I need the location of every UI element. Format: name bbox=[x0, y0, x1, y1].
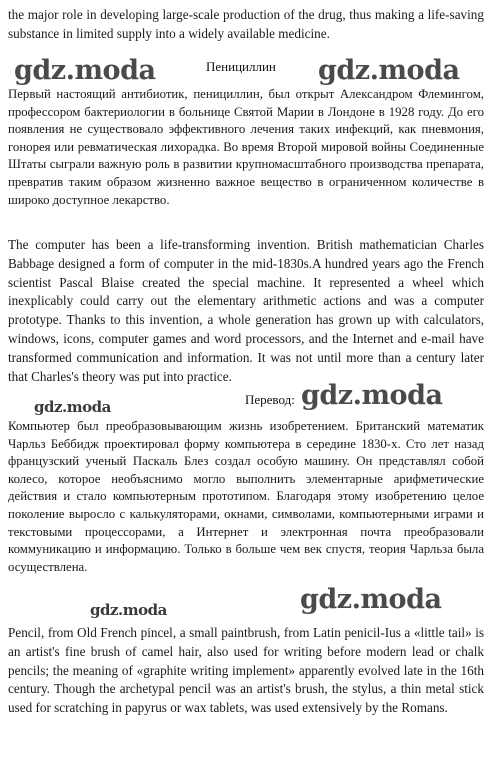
computer-english-paragraph: The computer has been a life-transforming invention. British mathematician Charles Babbage designed a form of computer in the mid-1830s.A hundred years ago the French scientist Pascal Blaise created the special machine. It represented a wheel which inexplicably could carry out the elementary arithmetic actions and was a computer prototype. Thanks to this invention, a whole generation has grown up with calculators, windows, icons, computer games and word processors, and the Internet and e-mail have transformed communication and information. It was not until more than a century later that Charles's theory was put into practice. bbox=[8, 237, 484, 384]
penicillin-heading: Пенициллин bbox=[206, 59, 276, 74]
intro-tail-paragraph: the major role in developing large-scale production of the drug, thus making a life-saving substance in limited supply into a widely available medicine. bbox=[8, 7, 484, 41]
watermark-top-left: gdz.moda bbox=[14, 55, 156, 86]
pencil-english-paragraph: Pencil, from Old French pincel, a small paintbrush, from Latin penicil-Ius a «little tail» is an artist's fine brush of camel hair, also used for writing before modern lead or chalk pencils; the meaning of «graphite writing implement» apparently evolved late in the 16th century. Though the archetypal pencil was an artist's brush, the stylus, a thin metal stick used for scratching in papyrus or wax tablets, was used extensively by the Romans. bbox=[8, 625, 484, 716]
watermark-top-right: gdz.moda bbox=[318, 55, 460, 86]
computer-russian-paragraph: Компьютер был преобразовывающим жизнь изобретением. Британский математик Чарльз Беббидж проектировал форму компьютера в середине 1830-х. Сто лет назад французский ученый Паскаль Блез создал особую машину. Он представлял собой колесо, которое необъяснимо могло выполнить элементарные арифметические действия и стало компьютерным прототипом. Благодаря этому изобретению целое поколение выросло с калькуляторами, окнами, символами, компьютерными играми и текстовыми процессорами, а Интернет и электронная почта преобразовали коммуникацию и информацию. Только в больше чем век спустя, теория Чарльза была осуществлена. bbox=[8, 419, 484, 574]
watermark-middle-right: gdz.moda bbox=[301, 380, 443, 411]
watermark-middle-left: gdz.moda bbox=[34, 398, 111, 416]
watermark-lower-left: gdz.moda bbox=[90, 601, 167, 619]
watermark-lower-right: gdz.moda bbox=[300, 584, 442, 615]
translation-label: Перевод: bbox=[245, 392, 295, 407]
penicillin-russian-paragraph: Первый настоящий антибиотик, пенициллин, был открыт Александром Флемингом, профессором бактериологии в больнице Святой Марии в Лондоне в 1928 году. До его появления не существовало эффективного лечения таких инфекций, как пневмония, гонорея или ревматическая лихорадка. Во время Второй мировой войны Соединенные Штаты сыграли важную роль в развитии крупномасштабного производства препарата, превратив таким образом жизненно важное вещество в ограниченном количестве в широко доступное лекарство. bbox=[8, 87, 484, 207]
